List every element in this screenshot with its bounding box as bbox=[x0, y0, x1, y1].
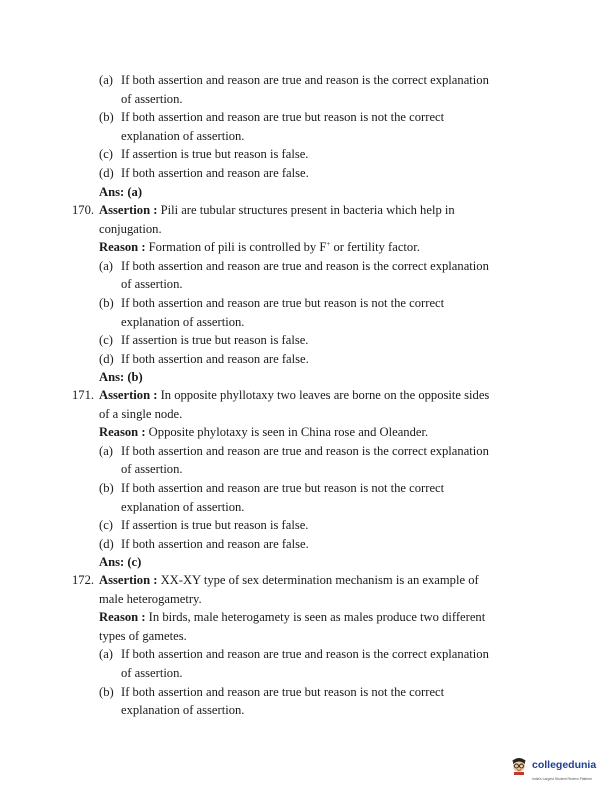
option-b-cont: explanation of assertion. bbox=[121, 314, 245, 329]
question-169 bbox=[72, 71, 542, 201]
answer: Ans: (c) bbox=[99, 555, 142, 570]
option-a-cont: of assertion. bbox=[121, 91, 183, 106]
option-a: (a) If both assertion and reason are true and reason is the correct explanation bbox=[99, 647, 489, 662]
option-b: (b) If both assertion and reason are true but reason is not the correct bbox=[99, 110, 445, 125]
option-b: (b) If both assertion and reason are true but reason is not the correct bbox=[99, 684, 445, 699]
option-c: (c) If assertion is true but reason is false. bbox=[99, 333, 309, 348]
answer: Ans: (a) bbox=[99, 184, 143, 199]
question-170 bbox=[72, 201, 542, 387]
question-172 bbox=[72, 571, 542, 720]
option-c: (c) If assertion is true but reason is false. bbox=[99, 518, 309, 533]
option-b: (b) If both assertion and reason are true but reason is not the correct bbox=[99, 295, 445, 310]
question-171 bbox=[72, 386, 542, 572]
assertion-cont: male heterogametry. bbox=[99, 591, 202, 606]
option-b-cont: explanation of assertion. bbox=[121, 128, 245, 143]
option-d: (d) If both assertion and reason are false. bbox=[99, 536, 309, 551]
student-mascot-icon bbox=[509, 755, 529, 775]
option-b-cont: explanation of assertion. bbox=[121, 499, 245, 514]
option-b-cont: explanation of assertion. bbox=[121, 703, 245, 718]
assertion-cont: conjugation. bbox=[99, 221, 162, 236]
logo-wordmark: collegedunia bbox=[532, 759, 597, 771]
option-b: (b) If both assertion and reason are true but reason is not the correct bbox=[99, 480, 445, 495]
option-c: (c) If assertion is true but reason is false. bbox=[99, 147, 309, 162]
reason: Reason : Formation of pili is controlled by F+ or fertility factor. bbox=[99, 240, 420, 255]
option-d: (d) If both assertion and reason are false. bbox=[99, 351, 309, 366]
answer: Ans: (b) bbox=[99, 370, 143, 385]
option-a: (a) If both assertion and reason are true and reason is the correct explanation bbox=[99, 443, 489, 458]
reason: Reason : Opposite phylotaxy is seen in China rose and Oleander. bbox=[99, 425, 429, 440]
option-a: (a) If both assertion and reason are true and reason is the correct explanation bbox=[99, 73, 489, 87]
option-d: (d) If both assertion and reason are false. bbox=[99, 165, 309, 180]
assertion: 172. Assertion : XX-XY type of sex determination mechanism is an example of bbox=[72, 573, 479, 587]
assertion: 171. Assertion : In opposite phyllotaxy two leaves are borne on the opposite sides bbox=[72, 388, 490, 402]
option-a-cont: of assertion. bbox=[121, 462, 183, 477]
option-a: (a) If both assertion and reason are true and reason is the correct explanation bbox=[99, 258, 489, 273]
assertion-cont: of a single node. bbox=[99, 406, 183, 421]
assertion: 170. Assertion : Pili are tubular structures present in bacteria which help in bbox=[72, 203, 455, 217]
collegedunia-logo bbox=[505, 752, 605, 782]
logo-tagline: India's Largest Student Review Platform bbox=[532, 777, 593, 781]
option-a-cont: of assertion. bbox=[121, 665, 183, 680]
reason-cont: types of gametes. bbox=[99, 628, 187, 643]
reason: Reason : In birds, male heterogamety is seen as males produce two different bbox=[99, 610, 486, 625]
option-a-cont: of assertion. bbox=[121, 277, 183, 292]
